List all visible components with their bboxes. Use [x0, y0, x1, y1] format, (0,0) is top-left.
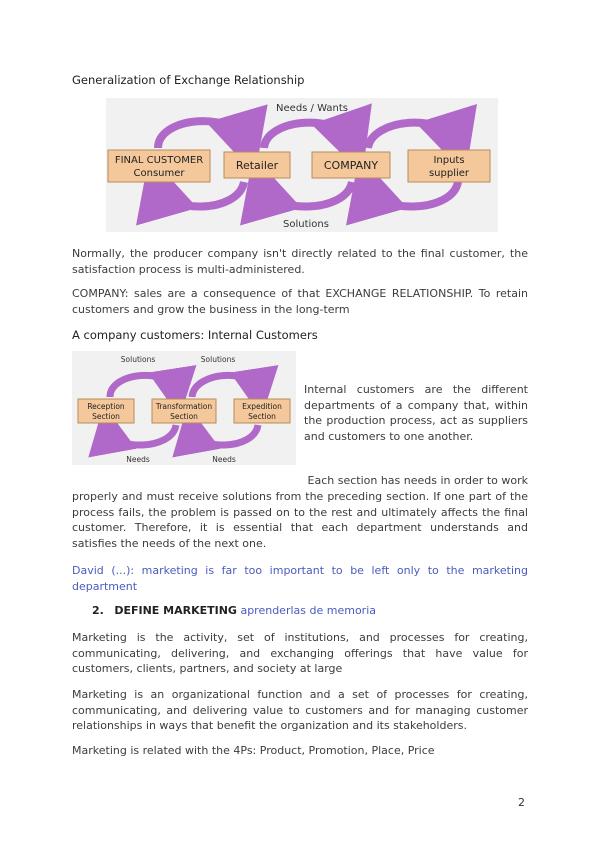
box-company-label: COMPANY: [323, 159, 379, 172]
paragraph-needs-line1-text: Each section has needs in order to work: [307, 474, 528, 487]
paragraph-marketing-definition-1: [72, 630, 528, 677]
paragraph-marketing-definition-1-text: Marketing is the activity, set of institutions, and processes for creating, communicating, delivering, and exchanging offerings that have value for customers, clients, partners, and society at large: [72, 631, 528, 675]
page-number: 2: [518, 796, 525, 809]
box-transformation-line2: Section: [170, 412, 198, 421]
needs-wants-label: Needs / Wants: [276, 103, 348, 114]
quote-david: [72, 563, 528, 594]
needs-label-1: Needs: [126, 455, 150, 464]
paragraph-internal-customers-text: Internal customers are the different departments of a company that, within the production process, act as suppliers and customers to one another.: [304, 383, 528, 443]
box-expedition-line1: Expedition: [242, 402, 282, 411]
section-2-heading: [92, 604, 376, 617]
box-inputs-line1: Inputs: [433, 155, 465, 166]
box-reception-line1: Reception: [87, 402, 125, 411]
paragraph-producer: [72, 246, 528, 277]
paragraph-needs-line1: [304, 473, 528, 489]
paragraph-company-sales-text: COMPANY: sales are a consequence of that EXCHANGE RELATIONSHIP. To retain customers and grow the business in the long-term: [72, 287, 528, 316]
box-retailer-label: Retailer: [235, 159, 279, 172]
solutions-label: Solutions: [283, 219, 329, 230]
paragraph-4ps: [72, 743, 528, 759]
box-expedition-line2: Section: [248, 412, 276, 421]
box-inputs-line2: supplier: [428, 168, 470, 179]
paragraph-company-sales: [72, 286, 528, 317]
section-2-title: DEFINE MARKETING: [114, 604, 237, 617]
paragraph-marketing-definition-2-text: Marketing is an organizational function and a set of processes for creating, communicating, and delivering value to customers and for managing customer relationships in ways that benefit the organization and its stakeholders.: [72, 688, 528, 732]
paragraph-needs-rest-text: properly and must receive solutions from the preceding section. If one part of the process fails, the problem is passed on to the rest and ultimately affects the final customer. Therefore, it is essential that each department understands and satisfies the needs of the next one.: [72, 490, 528, 550]
exchange-relationship-diagram: [106, 98, 498, 232]
paragraph-4ps-text: Marketing is related with the 4Ps: Product, Promotion, Place, Price: [72, 744, 435, 757]
solutions-label-2: Solutions: [200, 355, 236, 364]
internal-customers-diagram: [72, 351, 296, 465]
box-reception-line2: Section: [92, 412, 120, 421]
paragraph-marketing-definition-2: [72, 687, 528, 734]
needs-label-2: Needs: [212, 455, 236, 464]
paragraph-internal-customers: [304, 382, 528, 444]
quote-david-text: David (...): marketing is far too important to be left only to the marketing department: [72, 564, 528, 593]
box-final-customer-line1: FINAL CUSTOMER: [114, 155, 204, 166]
solutions-label-1: Solutions: [120, 355, 156, 364]
box-final-customer-line2: Consumer: [133, 168, 185, 179]
section-2-note: aprenderlas de memoria: [240, 604, 376, 617]
paragraph-producer-text: Normally, the producer company isn't directly related to the final customer, the satisfaction process is multi-administered.: [72, 247, 528, 276]
section-2-number: 2.: [92, 604, 104, 617]
paragraph-needs-rest: [72, 489, 528, 551]
heading-internal-customers: A company customers: Internal Customers: [72, 328, 318, 342]
heading-exchange-relationship: Generalization of Exchange Relationship: [72, 73, 305, 87]
box-transformation-line1: Transformation: [155, 402, 213, 411]
